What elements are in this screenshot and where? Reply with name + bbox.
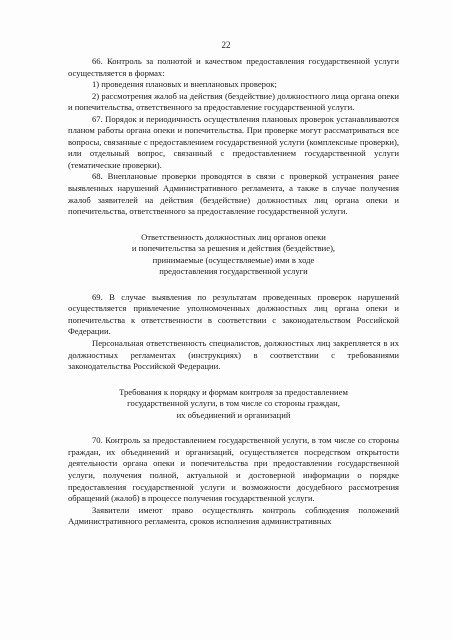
spacer [68, 421, 399, 435]
spacer [68, 278, 399, 292]
heading-line: государственной услуги, в том числе со стороны граждан, [127, 398, 340, 409]
paragraph-70: 70. Контроль за предоставлением государственной услуги, в том числе со стороны граждан, их объединений и организаций, осуществляется посредством открытости деятельности органа опеки и попечительства при предоставлении государственной услуги, получения полной, актуальной и достоверной информации о порядке предоставления государственной услуги и возможности досудебного рассмотрения обращений (жалоб) в процессе получения государственной услуги. [68, 435, 399, 504]
paragraph-69: 69. В случае выявления по результатам проведенных проверок нарушений осуществляется привлечение уполномоченных должностных лиц органа опеки и попечительства к ответственности в соответствии с законодательством Российской Федерации. [68, 291, 399, 337]
heading-line: предоставления государственной услуги [159, 266, 308, 277]
heading-line: Ответственность должностных лиц органов опеки [141, 231, 326, 242]
paragraph-69-personal-responsibility: Персональная ответственность специалистов, должностных лиц закрепляется в их должностных регламентах (инструкциях) в соответствии с требованиями законодательства Российской Федерации. [68, 338, 399, 372]
heading-line: Требования к порядку и формам контроля за предоставлением [119, 386, 348, 397]
heading-line: и попечительства за решения и действия (бездействие), [131, 243, 336, 254]
page-number: 22 [221, 40, 231, 50]
section-heading-requirements [68, 387, 399, 422]
spacer [68, 373, 399, 387]
paragraph-66: 66. Контроль за полнотой и качеством предоставления государственной услуги осуществляется в формах: [68, 56, 399, 78]
heading-line: их объединений и организаций [176, 409, 291, 420]
heading-line: принимаемые (осуществляемые) ими в ходе [152, 254, 315, 265]
paragraph-68: 68. Внеплановые проверки проводятся в связи с проверкой устранения ранее выявленных нарушений Административного регламента, а также в случае получения жалоб заявителей на действия (бездействие) должностных лиц органа опеки и попечительства, ответственного за предоставление государственной услуги. [68, 171, 399, 217]
paragraph-66-item-2: 2) рассмотрения жалоб на действия (бездействие) должностного лица органа опеки и попечительства, ответственного за предоставление государственной услуги. [68, 90, 399, 113]
spacer [68, 218, 399, 232]
paragraph-67: 67. Порядок и периодичность осуществления плановых проверок устанавливаются планом работы органа опеки и попечительства. При проверке могут рассматриваться все вопросы, связанные с предоставлением государственной услуги (комплексные проверки), или отдельный вопрос, связанный с предоставлением государственной услуги (тематические проверки). [68, 113, 399, 170]
document-body [68, 56, 399, 528]
section-heading-responsibility [68, 232, 399, 278]
paragraph-66-item-1: 1) проведения плановых и внеплановых проверок; [92, 79, 277, 90]
paragraph-70-applicants-rights: Заявители имеют право осуществлять контроль соблюдения положений Административного регламента, сроков исполнения административных [68, 504, 399, 527]
